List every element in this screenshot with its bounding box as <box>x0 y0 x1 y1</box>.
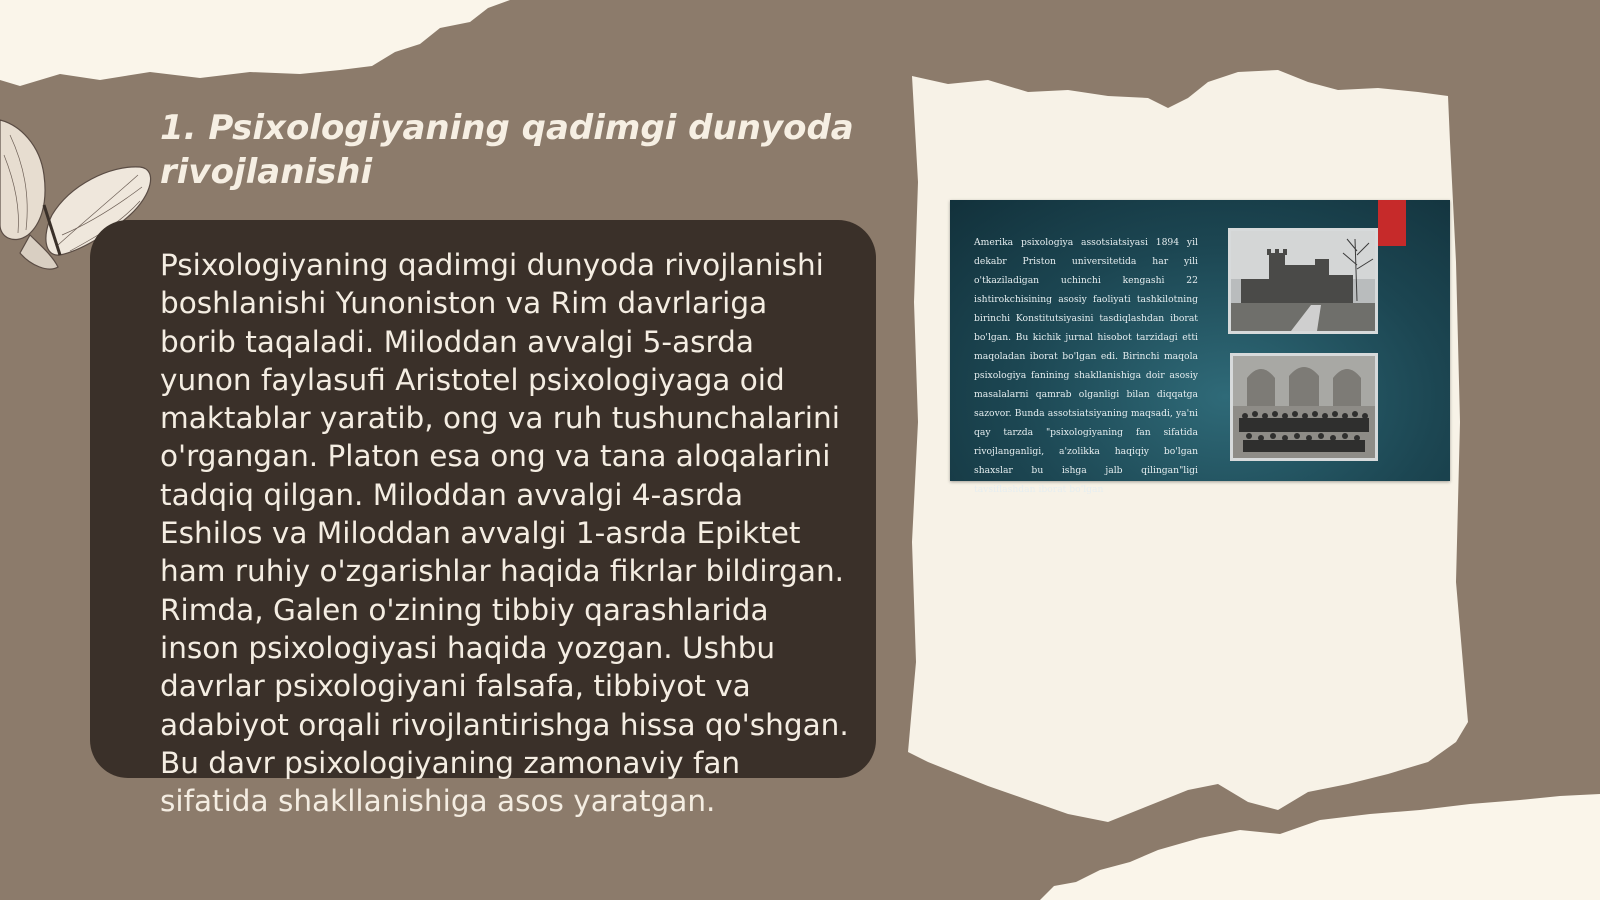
slide-body-text: Psixologiyaning qadimgi dunyoda rivojlanishi boshlanishi Yunoniston va Rim davrlariga borib taqaladi. Miloddan avvalgi 5-asrda yunon faylasufi Aristotel psixologiyaga oid maktablar yaratib, ong va ruh tushunchalarini o'rgangan. Platon esa ong va tana aloqalarini tadqiq qilgan. Miloddan avvalgi 4-asrda Eshilos va Miloddan avvalgi 1-asrda Epiktet ham ruhiy o'zgarishlar haqida fikrlar bildirgan. Rimda, Galen o'zining tibbiy qarashlarida inson psixologiyasi haqida yozgan. Ushbu davrlar psixologiyani falsafa, tibbiyot va adabiyot orqali rivojlantirishga hissa qo'shgan. Bu davr psixologiyaning zamonaviy fan sifatida shakllanishiga asos yaratgan. <box>160 248 849 819</box>
slide-title: 1. Psixologiyaning qadimgi dunyoda rivojlanishi <box>160 108 854 192</box>
embedded-slide-text: Amerika psixologiya assotsiatsiyasi 1894 yil dekabr Priston universitetida har yili o'tkaziladigan uchinchi kengashi 22 ishtirokchisining asosiy faoliyati tashkilotning birinchi Konstitutsiyasini tasdiqlashdan iborat bo'lgan. Bu kichik jurnal hisobot tarzidagi etti maqoladan iborat bo'lgan edi. Birinchi maqola psixologiya fanining shakllanishiga doir asosiy masalalarni qamrab olganligi bilan diqqatga sazovor. Bunda assotsiatsiyaning maqsadi, ya'ni qay tarzda "psixologiyaning fan sifatida rivojlanganligi, a'zolikka haqiqiy bo'lgan shaxslar bu ishga jalb qilingan"ligi tavsiflashdan iborat bo'lgan <box>974 237 1198 495</box>
red-tab-decoration <box>1378 200 1406 246</box>
group-photo <box>1230 353 1378 461</box>
embedded-slide-image <box>950 200 1450 495</box>
castle-photo <box>1228 228 1378 334</box>
torn-paper-top-decoration <box>0 0 520 90</box>
